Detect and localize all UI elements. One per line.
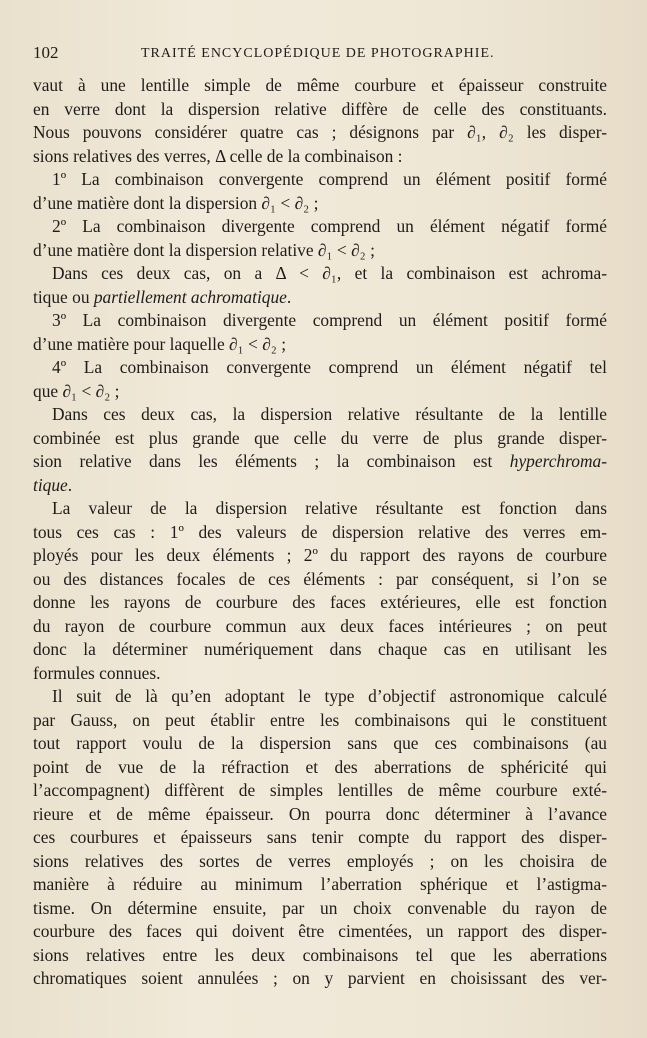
text-line-content: ou des distances focales de ces éléments : par conséquent, si l’on se [33,568,607,589]
text-line-content: ces courbures et épaisseurs sans tenir compte du rapport des disper- [33,827,607,847]
text-line-content: tout rapport voulu de la dispersion sans que ces combinaisons (au [33,733,607,753]
text-line-content: sion relative dans les éléments ; la combinaison est [33,451,510,471]
text-line [33,591,607,615]
text-line-content: tisme. On détermine ensuite, par un choix convenable du rayon de [33,897,607,918]
text-line [33,450,607,474]
text-line-content: courbure des faces qui doivent être cimentées, un rapport des disper- [33,921,607,941]
text-line-content: Dans ces deux cas, on a Δ < ∂₁, et la combinaison est achroma- [52,263,607,283]
text-line-content: manière à réduire au minimum l’aberration sphérique et l’astigma- [33,874,607,894]
text-line-content: 4º La combinaison convergente comprend un élément négatif tel [52,357,607,377]
text-line-suffix: . [67,474,73,495]
italic-term: tique [33,474,68,495]
text-line [33,544,607,568]
text-line-content: donne les rayons de courbure des faces extérieures, elle est fonction [33,592,607,612]
text-line-content: en verre dont la dispersion relative diffère de celle des constituants. [33,98,607,119]
text-line-content: sions relatives des verres, Δ celle de la combinaison : [33,145,403,166]
text-line [33,826,607,850]
text-line-content: sions relatives entre les deux combinaisons tel que les aberrations [33,944,607,965]
text-line-content: 1º La combinaison convergente comprend un élément positif formé [52,169,607,189]
running-title: TRAITÉ ENCYCLOPÉDIQUE DE PHOTOGRAPHIE. [141,46,495,61]
text-line-content: d’une matière dont la dispersion ∂₁ < ∂₂ ; [33,192,319,213]
text-line [33,333,607,357]
text-line-content: La valeur de la dispersion relative résultante est fonction dans [52,498,607,518]
text-line-content: tique ou [33,286,94,307]
text-line [33,897,607,921]
text-line-content: ployés pour les deux éléments ; 2º du rapport des rayons de courbure [33,545,607,565]
text-line [33,873,607,897]
body-text [33,74,607,991]
text-line [33,615,607,639]
text-line [33,944,607,968]
page-number: 102 [33,43,59,62]
text-line [33,98,607,122]
text-line [33,967,607,991]
text-line [33,709,607,733]
text-line-content: point de vue de la réfraction et des aberrations de sphéricité qui [33,756,607,777]
text-line-content: du rayon de courbure commun aux deux faces intérieures ; on peut [33,615,607,636]
text-line [33,427,607,451]
text-line [33,685,607,709]
text-line [33,239,607,263]
text-line-content: combinée est plus grande que celle du verre de plus grande disper- [33,427,607,448]
text-line [33,262,607,286]
text-line-content: d’une matière dont la dispersion relative ∂₁ < ∂₂ ; [33,239,375,260]
text-line [33,497,607,521]
text-line [33,779,607,803]
text-line-content: 3º La combinaison divergente comprend un élément positif formé [52,310,607,330]
text-line [33,121,607,145]
text-line [33,356,607,380]
text-line [33,521,607,545]
italic-term: partiellement achromatique [93,286,287,307]
text-line-content: donc la déterminer numériquement dans chaque cas en utilisant les [33,639,607,659]
text-line-content: tous ces cas : 1º des valeurs de dispersion relative des verres em- [33,521,607,542]
text-line-content: d’une matière pour laquelle ∂₁ < ∂₂ ; [33,333,287,354]
text-line-content: par Gauss, on peut établir entre les combinaisons qui le constituent [33,709,607,730]
text-line-content: Dans ces deux cas, la dispersion relative résultante de la lentille [52,404,607,424]
text-line [33,638,607,662]
text-line [33,168,607,192]
text-line [33,803,607,827]
text-line [33,192,607,216]
italic-term: hyperchroma- [509,451,607,471]
text-line-content: chromatiques soient annulées ; on y parvient en choisissant des ver- [33,968,607,988]
text-line [33,403,607,427]
text-line-content: l’accompagnent) diffèrent de simples lentilles de même courbure exté- [33,780,607,800]
text-line-suffix: . [286,286,292,307]
page-header [33,43,607,67]
text-line-content: vaut à une lentille simple de même courbure et épaisseur construite [33,75,607,95]
text-line [33,474,607,498]
text-line [33,732,607,756]
text-line-content: rieure et de même épaisseur. On pourra donc déterminer à l’avance [33,803,607,824]
text-line [33,309,607,333]
text-line [33,380,607,404]
text-line-content: sions relatives des sortes de verres employés ; on les choisira de [33,850,607,871]
text-line-content: Il suit de là qu’en adoptant le type d’objectif astronomique calculé [52,686,607,706]
text-line [33,568,607,592]
text-line-content: 2º La combinaison divergente comprend un élément négatif formé [52,216,607,236]
text-line [33,756,607,780]
text-line-content: que ∂₁ < ∂₂ ; [33,380,120,401]
text-line [33,662,607,686]
text-line [33,286,607,310]
text-line [33,215,607,239]
text-line [33,145,607,169]
text-line [33,850,607,874]
text-line-content: Nous pouvons considérer quatre cas ; désignons par ∂₁, ∂₂ les disper- [33,122,607,142]
text-line-content: formules connues. [33,662,161,683]
text-line [33,920,607,944]
text-line [33,74,607,98]
